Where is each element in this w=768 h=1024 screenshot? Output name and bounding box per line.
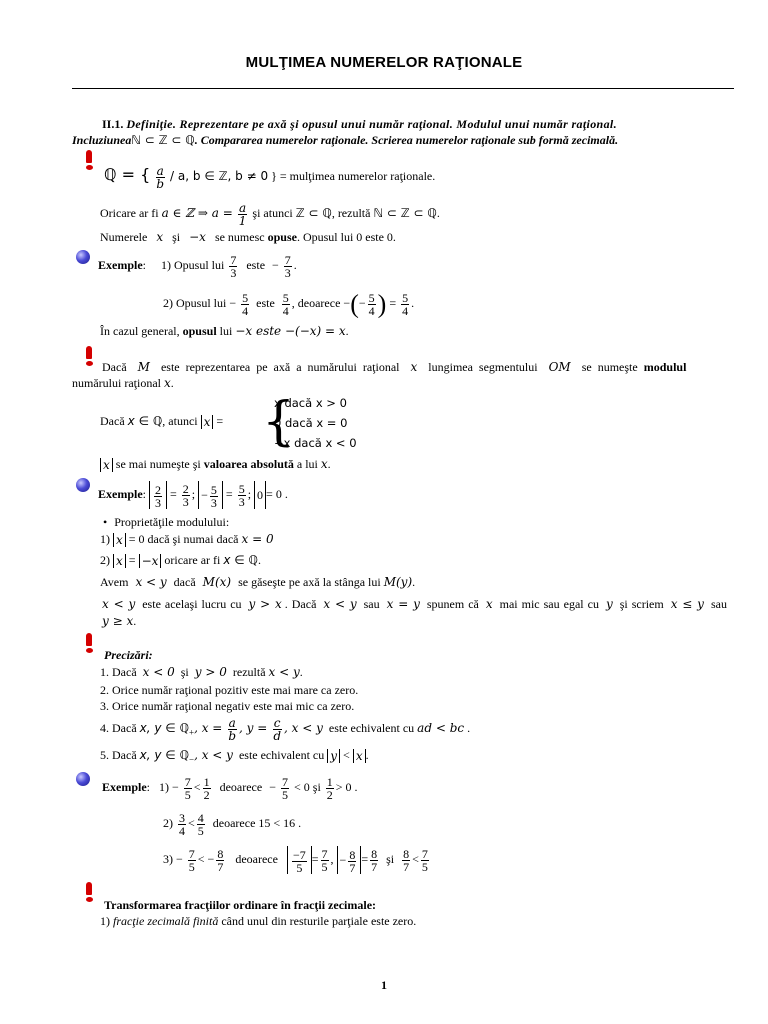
fraction: $\frac{a}{b}$ (228, 715, 237, 743)
absolute-value-line (100, 457, 331, 472)
text: oricare ar fi (164, 553, 221, 567)
math-expr: y > 0 (194, 665, 227, 679)
text: ; (191, 487, 196, 501)
fraction: $\frac{3}{4}$ (179, 810, 185, 838)
fraction: $\frac{7}{5}$ (282, 774, 288, 802)
math-var: x (320, 457, 328, 471)
examples-label: Exemple (98, 487, 143, 501)
math-expr: a ∈ ℤ ⇒ a = (161, 206, 233, 220)
definition-rhs: } = mulţimea numerelor raţionale. (271, 169, 436, 183)
subscript: + (189, 727, 195, 738)
definition-lhs: ℚ = { (104, 165, 151, 184)
minus-sign: − (358, 296, 366, 310)
fraction: $\frac{7}{3}$ (230, 252, 237, 280)
examples-1-line1: Exemple: 1) Opusul lui $\frac{7}{3}$ este − $\frac{7}{3}$ . (98, 252, 297, 280)
text: , rezultă (331, 206, 371, 220)
text: = 0 dacă şi numai dacă (128, 532, 239, 546)
text: = (225, 487, 233, 501)
curly-brace: { (262, 392, 296, 452)
text: şi atunci (252, 206, 293, 220)
text: . (436, 206, 440, 220)
math-var: x (163, 376, 171, 390)
transform-item-1 (100, 914, 416, 928)
text: deoarece (235, 852, 278, 866)
minus-sign: − (272, 258, 279, 272)
math-expr: ad < bc (417, 721, 465, 735)
fraction: $\frac{8}{7}$ (403, 846, 410, 874)
text: 2) (163, 816, 173, 830)
exclamation-icon (82, 882, 96, 902)
remark-2: 2. Orice număr raţional pozitiv este mai mare ca zero. (100, 683, 359, 697)
text: se numesc (214, 230, 265, 244)
text: 2) (100, 553, 110, 567)
remark-1 (100, 665, 303, 679)
text: < (193, 780, 201, 794)
text: < (188, 816, 195, 830)
abs-value: x (201, 415, 214, 429)
math-expr: x ∈ ℚ (127, 414, 163, 428)
text: 1) (100, 914, 110, 928)
property-2 (100, 553, 261, 568)
page-title: MULŢIMEA NUMERELOR RAŢIONALE (245, 54, 523, 71)
math-var: y (605, 597, 613, 611)
abs-value: x (100, 458, 113, 472)
bold-term: valoarea absolută (203, 457, 294, 471)
text: . (327, 457, 331, 471)
text: . Dacă (284, 597, 317, 611)
text: Transformarea fracţiilor ordinare în fracţii zecimale: (104, 898, 377, 912)
math-expr: x < y (135, 575, 167, 589)
examples-3-line2 (163, 809, 301, 837)
math-var: OM (548, 360, 571, 374)
text: 2) Opusul lui (163, 296, 227, 310)
text: = (389, 296, 397, 310)
text: şi (180, 665, 189, 679)
title-rule (72, 88, 734, 89)
text: 1) (159, 780, 170, 794)
examples-3-line3 (163, 845, 431, 874)
text: 1) (100, 532, 110, 546)
math-expr: x < y (323, 597, 357, 611)
remark-3: 3. Orice număr raţional negativ este mai mic ca zero. (100, 699, 355, 713)
minus-sign: − (176, 852, 183, 866)
math-expr: , x < y (194, 748, 233, 762)
math-expr: x = y (386, 597, 420, 611)
text: Dacă (102, 360, 127, 374)
fraction: $\frac{5}{4}$ (402, 290, 409, 318)
math-var: x (485, 597, 493, 611)
abs-fraction: $\frac{-7}{5}$ (287, 846, 312, 874)
math-var: x (410, 360, 418, 374)
exclamation-icon (82, 633, 96, 653)
text: numărului raţional (72, 376, 161, 390)
math-var: x (156, 230, 164, 244)
modulus-definition-line2 (72, 376, 174, 390)
piecewise-definition (100, 392, 400, 452)
fraction: $\frac{5}{3}$ (238, 481, 245, 509)
integer-as-fraction-line (100, 200, 440, 227)
fraction: $\frac{7}{5}$ (321, 846, 328, 874)
heading-rest: . Compararea numerelor raţionale. Scrierea numerelor raţionale sub formă zecimală. (194, 133, 619, 147)
text: şi (172, 230, 181, 244)
text: se mai numeşte şi (115, 457, 201, 471)
piecewise-case-zero: 0 dacă x = 0 (274, 416, 348, 430)
bullet-dot: • (103, 515, 108, 529)
text: Avem (100, 575, 129, 589)
math-expr: , x < y (284, 721, 323, 735)
math-expr: x < y (102, 597, 136, 611)
math-expr: x, y ∈ ℚ (139, 721, 190, 735)
text: 3) (163, 852, 173, 866)
text: este echivalent cu (328, 721, 415, 735)
text: şi scriem (619, 597, 664, 611)
math-expr: M(x) (202, 575, 232, 589)
section-heading (102, 117, 617, 131)
text: . (133, 614, 137, 628)
text: spunem că (426, 597, 479, 611)
text: 5. Dacă (100, 748, 137, 762)
modulus-definition-line1 (102, 360, 686, 374)
text: 4. Dacă (100, 721, 137, 735)
text: . (467, 721, 471, 735)
property-1 (100, 532, 274, 547)
text: rezultă (232, 665, 266, 679)
math-var: M (137, 360, 150, 374)
remarks-label (104, 648, 153, 662)
abs-value: x (113, 533, 126, 547)
math-expr: y ≥ x (102, 614, 134, 628)
text: şi (386, 852, 395, 866)
remark-5 (100, 748, 369, 766)
abs-fraction: $\frac{2}{3}$ (149, 481, 167, 509)
text: = 0 . (266, 487, 288, 501)
rational-set-definition (104, 162, 435, 190)
fraction: $\frac{c}{d}$ (273, 715, 282, 743)
text: se găseşte pe axă la stânga lui (238, 575, 381, 589)
text: 1) Opusul lui (161, 258, 225, 272)
text: lui (219, 324, 233, 338)
text: . (258, 553, 261, 567)
text: Proprietăţile modulului: (114, 515, 230, 529)
text: . (293, 258, 297, 272)
text: lungimea segmentului (428, 360, 538, 374)
compare-line2 (102, 597, 727, 611)
text: . (365, 748, 369, 762)
fraction: $\frac{4}{5}$ (197, 810, 204, 838)
fraction: $\frac{2}{3}$ (182, 481, 189, 509)
abs-fraction: − $\frac{8}{7}$ (337, 846, 362, 874)
text: sau (363, 597, 380, 611)
text: = (170, 487, 177, 501)
definition-condition: / a, b ∈ ℤ, b ≠ 0 (170, 169, 269, 183)
text: . (299, 665, 303, 679)
bold-term: opusul (182, 324, 217, 338)
transform-heading (104, 898, 376, 912)
text: . (345, 324, 349, 338)
abs-value: 0 (254, 481, 266, 509)
minus-sign: − (269, 780, 276, 794)
fraction: $\frac{7}{3}$ (284, 252, 291, 280)
fraction: $\frac{7}{5}$ (421, 846, 428, 874)
abs-value: x (113, 554, 126, 568)
fraction: $\frac{7}{5}$ (188, 846, 195, 874)
math-expr: x < y (268, 665, 300, 679)
piecewise-case-negative: −x dacă x < 0 (274, 436, 357, 450)
math-expr: x ≤ y (670, 597, 704, 611)
math-expr: x = 0 (241, 532, 274, 546)
text: < (412, 852, 419, 866)
text: > 0 . (335, 780, 358, 794)
sphere-bullet-icon (76, 250, 90, 264)
minus-sign: − (229, 296, 237, 310)
text: < − (197, 852, 215, 866)
piecewise-case-positive: x dacă x > 0 (274, 396, 347, 410)
text: 1. Dacă (100, 665, 137, 679)
text: se numeşte (581, 360, 638, 374)
fraction: $\frac{5}{4}$ (282, 290, 289, 318)
sphere-bullet-icon (76, 772, 90, 786)
compare-line1 (100, 575, 415, 589)
text: . (412, 575, 416, 589)
text: . (170, 376, 174, 390)
math-expr: ℤ ⊂ ℚ (295, 206, 332, 220)
fraction: $\frac{5}{4}$ (242, 290, 249, 318)
text: < (343, 748, 350, 762)
bold-term: opuse (267, 230, 297, 244)
text: a lui (296, 457, 318, 471)
math-expr: y > x (248, 597, 282, 611)
text: = (128, 553, 136, 567)
text: , atunci (162, 414, 198, 428)
text: Precizări: (104, 648, 153, 662)
section-number: II.1. (102, 117, 124, 131)
text: , (330, 852, 334, 866)
abs-value: −x (139, 554, 162, 568)
text: deoarece 15 < 16 . (212, 816, 302, 830)
math-expr: , y = (239, 721, 268, 735)
fraction-a-over-1: $\frac{a}{1}$ (238, 200, 247, 228)
text: este echivalent cu (238, 748, 325, 762)
text: În cazul general, (100, 324, 180, 338)
sphere-bullet-icon (76, 478, 90, 492)
text: < 0 şi (294, 780, 321, 794)
abs-value: x (353, 749, 366, 763)
text: când unul din resturile parţiale este zero. (221, 914, 417, 928)
math-expr: −x este −(−x) = x (235, 324, 346, 338)
text: = (311, 852, 319, 866)
fraction: $\frac{8}{7}$ (371, 846, 378, 874)
examples-label: Exemple (98, 258, 143, 272)
math-expr: x ∈ ℚ (223, 553, 258, 567)
fraction: $\frac{8}{7}$ (217, 846, 224, 874)
math-expr: x, y ∈ ℚ (139, 748, 190, 762)
bold-term: modulul (643, 360, 687, 374)
examples-3-line1: Exemple: 1) − $\frac{7}{5}$ < $\frac{1}{2}$ deoarece − $\frac{7}{5}$ < 0 şi $\frac{1}{2}$ > 0 . (102, 774, 358, 802)
examples-1-line2: 2) Opusul lui − $\frac{5}{4}$ este $\frac{5}{4}$ , deoarece −(− $\frac{5}{4}$ ) = $\frac{5}{4}$ . (163, 289, 415, 319)
opposites-line (100, 230, 396, 244)
italic-term: fracţie zecimală finită (113, 914, 219, 928)
text: Numerele (100, 230, 148, 244)
page-number: 1 (381, 978, 387, 992)
text: Oricare ar fi (100, 206, 159, 220)
text: = (361, 852, 369, 866)
general-opposite-line (100, 324, 349, 338)
text: este (256, 296, 275, 310)
math-expr: M(y) (383, 575, 413, 589)
properties-header (103, 515, 229, 529)
math-var: −x (189, 230, 206, 244)
text: , deoarece (291, 296, 341, 310)
minus-sign: − (343, 296, 351, 310)
text: Dacă (100, 414, 125, 428)
definition-fraction: $\frac{a}{b}$ (156, 163, 165, 191)
abs-value: y (327, 749, 340, 763)
text: este acelaşi lucru cu (142, 597, 242, 611)
math-expr: , x = (194, 721, 223, 735)
examples-label: Exemple (102, 780, 147, 794)
heading-inclusion-chain: ℕ ⊂ ℤ ⊂ ℚ (131, 133, 195, 147)
abs-fraction: − $\frac{5}{3}$ (198, 481, 223, 509)
exclamation-icon (82, 150, 96, 170)
minus-sign: − (172, 780, 179, 794)
heading-inclusion-label: Incluziunea (72, 133, 132, 147)
text: mai mic sau egal cu (499, 597, 599, 611)
section-heading-line1: Definiţie. Reprezentare pe axă şi opusul unui număr raţional. Modulul unui număr raţional. (126, 117, 617, 131)
text: = (216, 414, 224, 428)
exclamation-icon (82, 346, 96, 366)
text: ; (247, 487, 252, 501)
fraction: $\frac{1}{2}$ (203, 774, 210, 802)
math-expr: ℕ ⊂ ℤ ⊂ ℚ (373, 206, 437, 220)
compare-line3 (102, 614, 136, 628)
examples-2-line: Exemple: $\frac{2}{3}$ = $\frac{2}{3}$ ; − $\frac{5}{3}$ = $\frac{5}{3}$ ; 0 = 0 . (98, 481, 288, 510)
text: dacă (173, 575, 196, 589)
section-heading-line2 (72, 133, 618, 147)
text: sau (710, 597, 727, 611)
subscript: − (189, 754, 195, 765)
fraction: $\frac{7}{5}$ (184, 774, 191, 802)
fraction: $\frac{5}{4}$ (368, 290, 375, 318)
text: este (246, 258, 266, 272)
text: . Opusul lui 0 este 0. (296, 230, 396, 244)
text: este reprezentarea pe axă a numărului raţional (160, 360, 400, 374)
remark-4 (100, 714, 470, 746)
fraction: $\frac{1}{2}$ (326, 774, 333, 802)
text: . (411, 296, 415, 310)
text: deoarece (219, 780, 263, 794)
math-expr: x < 0 (142, 665, 175, 679)
